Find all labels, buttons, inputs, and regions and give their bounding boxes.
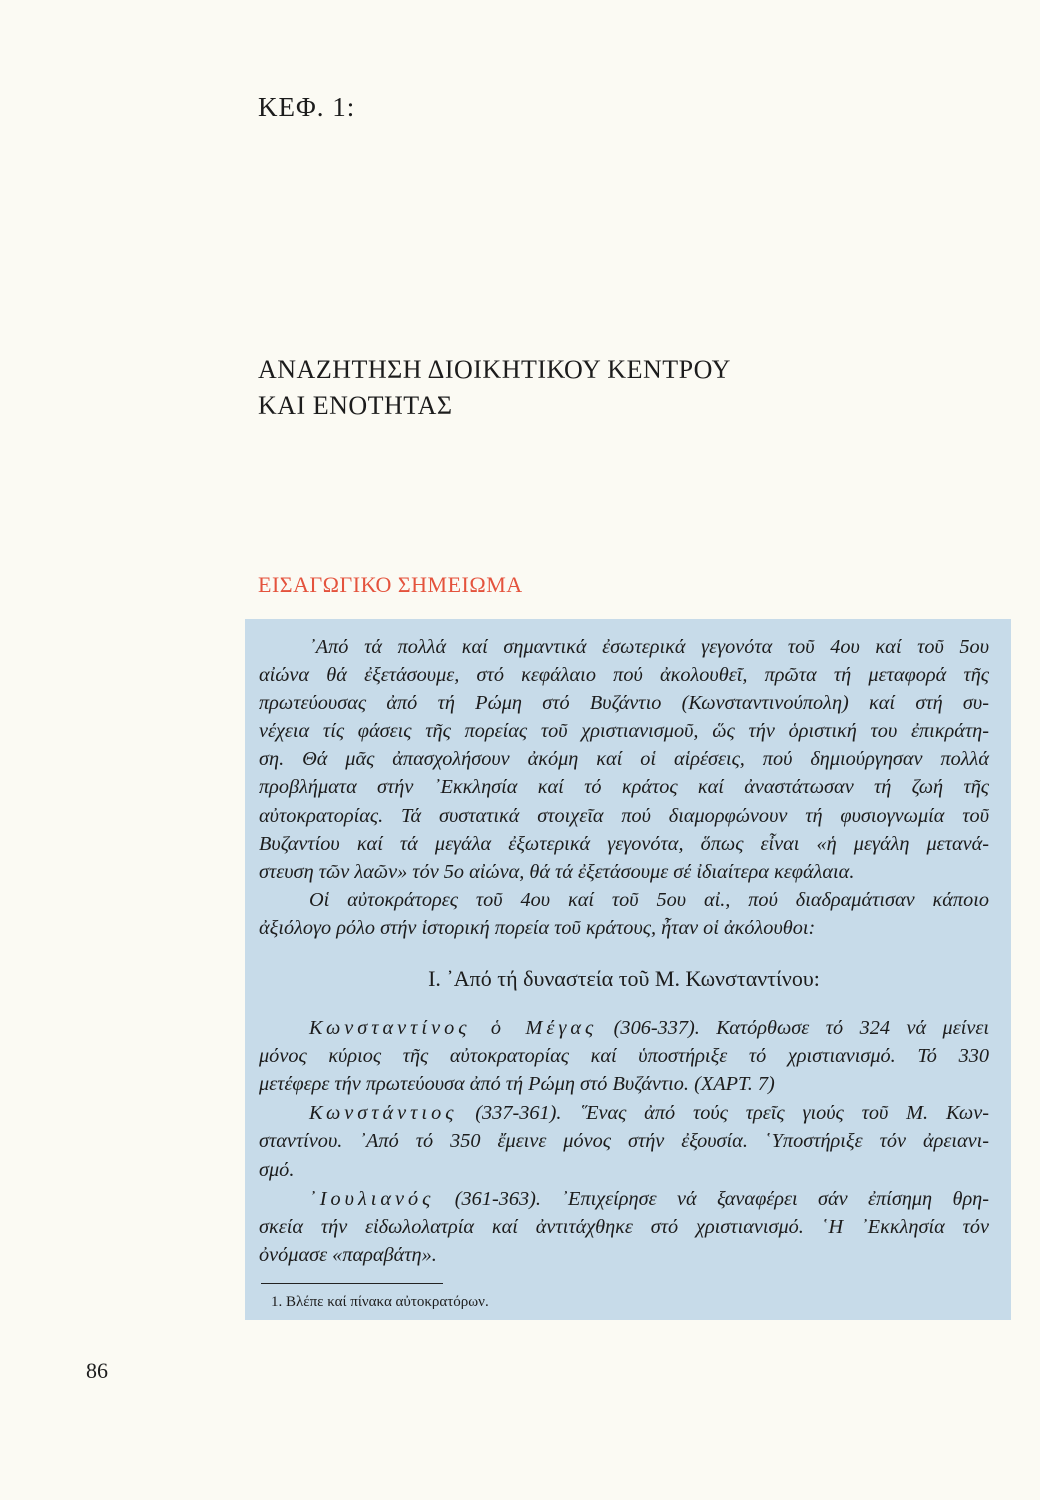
footnote-rule bbox=[261, 1283, 443, 1284]
dynasty-heading: I. ᾿Από τή δυναστεία τοῦ Μ. Κωνσταντίνου: bbox=[428, 966, 820, 992]
section-heading: ΕΙΣΑΓΩΓΙΚΟ ΣΗΜΕΙΩΜΑ bbox=[258, 572, 523, 597]
emperor-entry bbox=[259, 1185, 989, 1269]
intro-paragraph bbox=[259, 633, 989, 886]
emperor-text: (361-363). ᾿Επιχείρησε νά ξαναφέρει σάν ἐπίσημη θρη- bbox=[434, 1187, 989, 1210]
text-line bbox=[259, 1014, 989, 1042]
text-line: ᾿Από τά πολλά καί σημαντικά ἐσωτερικά γεγονότα τοῦ 4ου καί τοῦ 5ου bbox=[309, 636, 989, 658]
text-line: μόνος κύριος τῆς αὐτοκρατορίας καί ὑποστήριξε τό χριστιανισμό. Τό 330 bbox=[259, 1045, 989, 1068]
footnote: 1. Βλέπε καί πίνακα αὐτοκρατόρων. bbox=[271, 1293, 489, 1310]
text-line: σμό. bbox=[259, 1158, 295, 1181]
text-line: πρωτεύουσας ἀπό τή Ρώμη στό Βυζάντιο (Κωνσταντινούπολη) καί στή συ- bbox=[259, 692, 989, 715]
text-line: Οἱ αὐτοκράτορες τοῦ 4ου καί τοῦ 5ου αἰ., πού διαδραμάτισαν κάποιο bbox=[309, 888, 989, 911]
text-line: ὀνόμασε «παραβάτη». bbox=[259, 1243, 437, 1266]
emperor-text: (306-337). Κατόρθωσε τό 324 νά μείνει bbox=[597, 1017, 989, 1040]
emperor-name: Κωνσταντίνος ὁ Μέγας bbox=[309, 1017, 598, 1040]
text-line: νέχεια τίς φάσεις τῆς πορείας τοῦ χριστιανισμοῦ, ὥς τήν ὁριστική του ἐπικράτη- bbox=[259, 720, 989, 743]
text-line: Βυζαντίου καί τά μεγάλα ἐξωτερικά γεγονότα, ὅπως εἶναι «ἡ μεγάλη μετανά- bbox=[259, 832, 989, 855]
text-line: σκεία τήν εἰδωλολατρία καί ἀντιτάχθηκε στό χριστιανισμό. ῾Η ᾿Εκκλησία τόν bbox=[259, 1215, 989, 1238]
text-line bbox=[259, 1185, 989, 1213]
chapter-title bbox=[258, 352, 978, 424]
text-line: αὐτοκρατορίας. Τά συστατικά στοιχεῖα πού διαμορφώνουν τή φυσιογνωμία τοῦ bbox=[259, 804, 989, 827]
emperor-name: Κωνστάντιος bbox=[309, 1102, 458, 1125]
text-line: ση. Θά μᾶς ἀπασχολήσουν ἀκόμη καί οἱ αἱρέσεις, πού δημιούργησαν πολλά bbox=[259, 748, 989, 771]
intro-note-box bbox=[245, 619, 1011, 1320]
page-number: 86 bbox=[86, 1358, 108, 1383]
text-line bbox=[259, 1099, 989, 1127]
chapter-label: ΚΕΦ. 1: bbox=[258, 92, 356, 122]
chapter-title-line: ΑΝΑΖΗΤΗΣΗ ΔΙΟΙΚΗΤΙΚΟΥ ΚΕΝΤΡΟΥ bbox=[258, 355, 731, 384]
emperor-entry bbox=[259, 1099, 989, 1183]
chapter-title-line: ΚΑΙ ΕΝΟΤΗΤΑΣ bbox=[258, 391, 453, 420]
emperors-paragraph bbox=[259, 886, 989, 942]
text-line: αἰώνα θά ἐξετάσουμε, στό κεφάλαιο πού ἀκολουθεῖ, πρῶτα τή μεταφορά τῆς bbox=[259, 664, 989, 687]
emperor-entry bbox=[259, 1014, 989, 1098]
text-line: στευση τῶν λαῶν» τόν 5ο αἰώνα, θά τά ἐξετάσουμε σέ ἰδιαίτερα κεφάλαια. bbox=[259, 860, 855, 883]
text-line: ἀξιόλογο ρόλο στήν ἱστορική πορεία τοῦ κράτους, ἦταν οἱ ἀκόλουθοι: bbox=[259, 916, 816, 939]
text-line: μετέφερε τήν πρωτεύουσα ἀπό τή Ρώμη στό Βυζάντιο. (ΧΑΡΤ. 7) bbox=[259, 1073, 775, 1096]
text-line: προβλήματα στήν ᾿Εκκλησία καί τό κράτος καί ἀναστάτωσαν τή ζωή τῆς bbox=[259, 776, 989, 799]
emperor-text: (337-361). ῞Ενας ἀπό τούς τρεῖς γιούς τοῦ Μ. Κων- bbox=[457, 1102, 989, 1125]
emperor-name: ᾿Ιουλιανός bbox=[309, 1187, 435, 1210]
text-line: σταντίνου. ᾿Από τό 350 ἔμεινε μόνος στήν ἐξουσία. ῾Υποστήριξε τόν ἀρειανι- bbox=[259, 1130, 989, 1153]
